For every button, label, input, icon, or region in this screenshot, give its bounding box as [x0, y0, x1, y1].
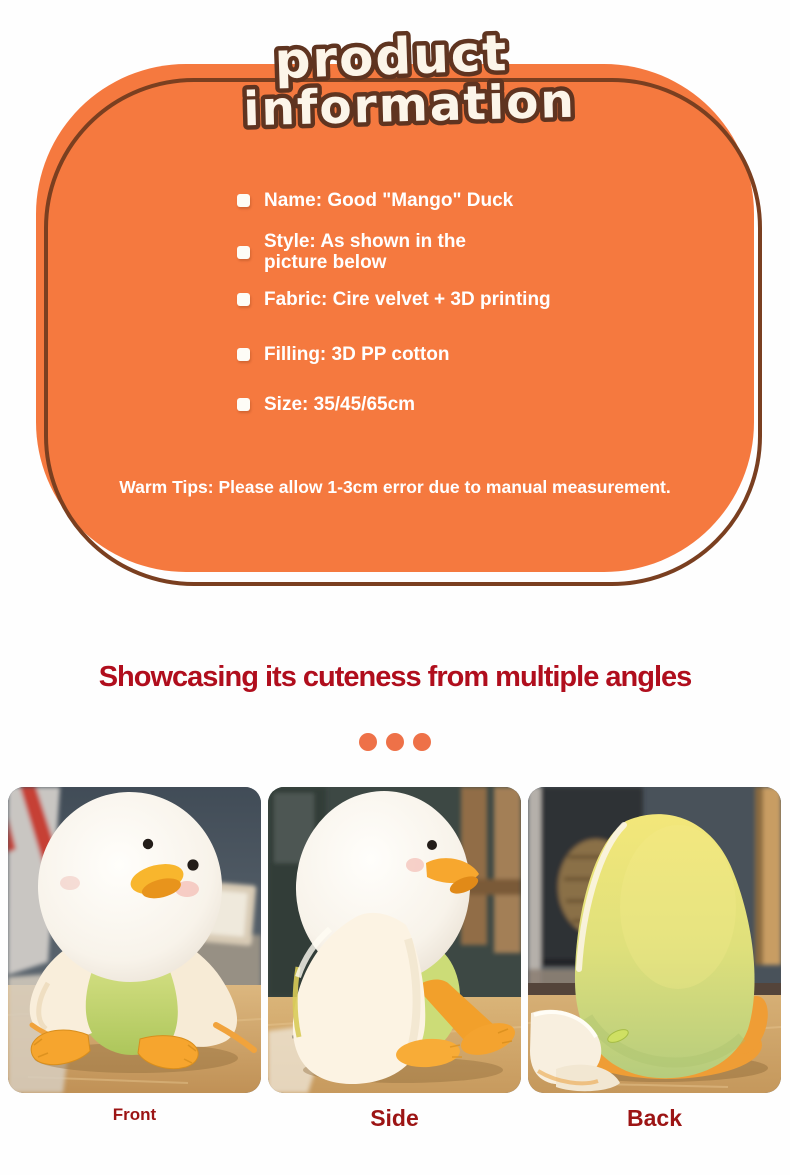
- square-bullet-icon: [237, 194, 250, 207]
- photo-front-illustration: [8, 787, 261, 1093]
- photo-side-illustration: [268, 787, 521, 1093]
- angle-photos: [8, 787, 781, 1132]
- spec-row-size: [237, 394, 717, 415]
- showcase-heading: Showcasing its cuteness from multiple angles: [98, 661, 692, 693]
- spec-list: [237, 190, 717, 415]
- spec-text: Filling: 3D PP cotton: [264, 344, 450, 365]
- photo-label-back: Back: [627, 1105, 682, 1131]
- square-bullet-icon: [237, 293, 250, 306]
- spec-row-fabric: [237, 289, 717, 310]
- carousel-dots: [0, 733, 790, 751]
- carousel-dot[interactable]: [413, 733, 431, 751]
- spec-text: Fabric: Cire velvet + 3D printing: [264, 289, 551, 310]
- warm-tips-note: Warm Tips: Please allow 1-3cm error due to manual measurement.: [119, 477, 671, 497]
- photo-front: [8, 787, 261, 1093]
- photo-column-side: [268, 787, 521, 1132]
- photo-label-front: Front: [112, 1105, 157, 1124]
- photo-side: [268, 787, 521, 1093]
- carousel-dot[interactable]: [359, 733, 377, 751]
- spec-row-filling: [237, 344, 717, 365]
- spec-text: Style: As shown in the picture below: [264, 231, 466, 273]
- photo-column-front: [8, 787, 261, 1132]
- photo-back: [528, 787, 781, 1093]
- title-line2: information: [242, 73, 577, 138]
- title-line1: product: [273, 24, 510, 91]
- product-information-title: [0, 24, 790, 139]
- square-bullet-icon: [237, 398, 250, 411]
- spec-text: Size: 35/45/65cm: [264, 394, 416, 415]
- spec-row-name: [237, 190, 717, 211]
- spec-row-style: [237, 231, 717, 273]
- carousel-dot[interactable]: [386, 733, 404, 751]
- photo-back-illustration: [528, 787, 781, 1093]
- photo-column-back: [528, 787, 781, 1132]
- square-bullet-icon: [237, 348, 250, 361]
- square-bullet-icon: [237, 246, 250, 259]
- photo-label-side: Side: [370, 1105, 419, 1131]
- spec-text: Name: Good "Mango" Duck: [264, 190, 514, 211]
